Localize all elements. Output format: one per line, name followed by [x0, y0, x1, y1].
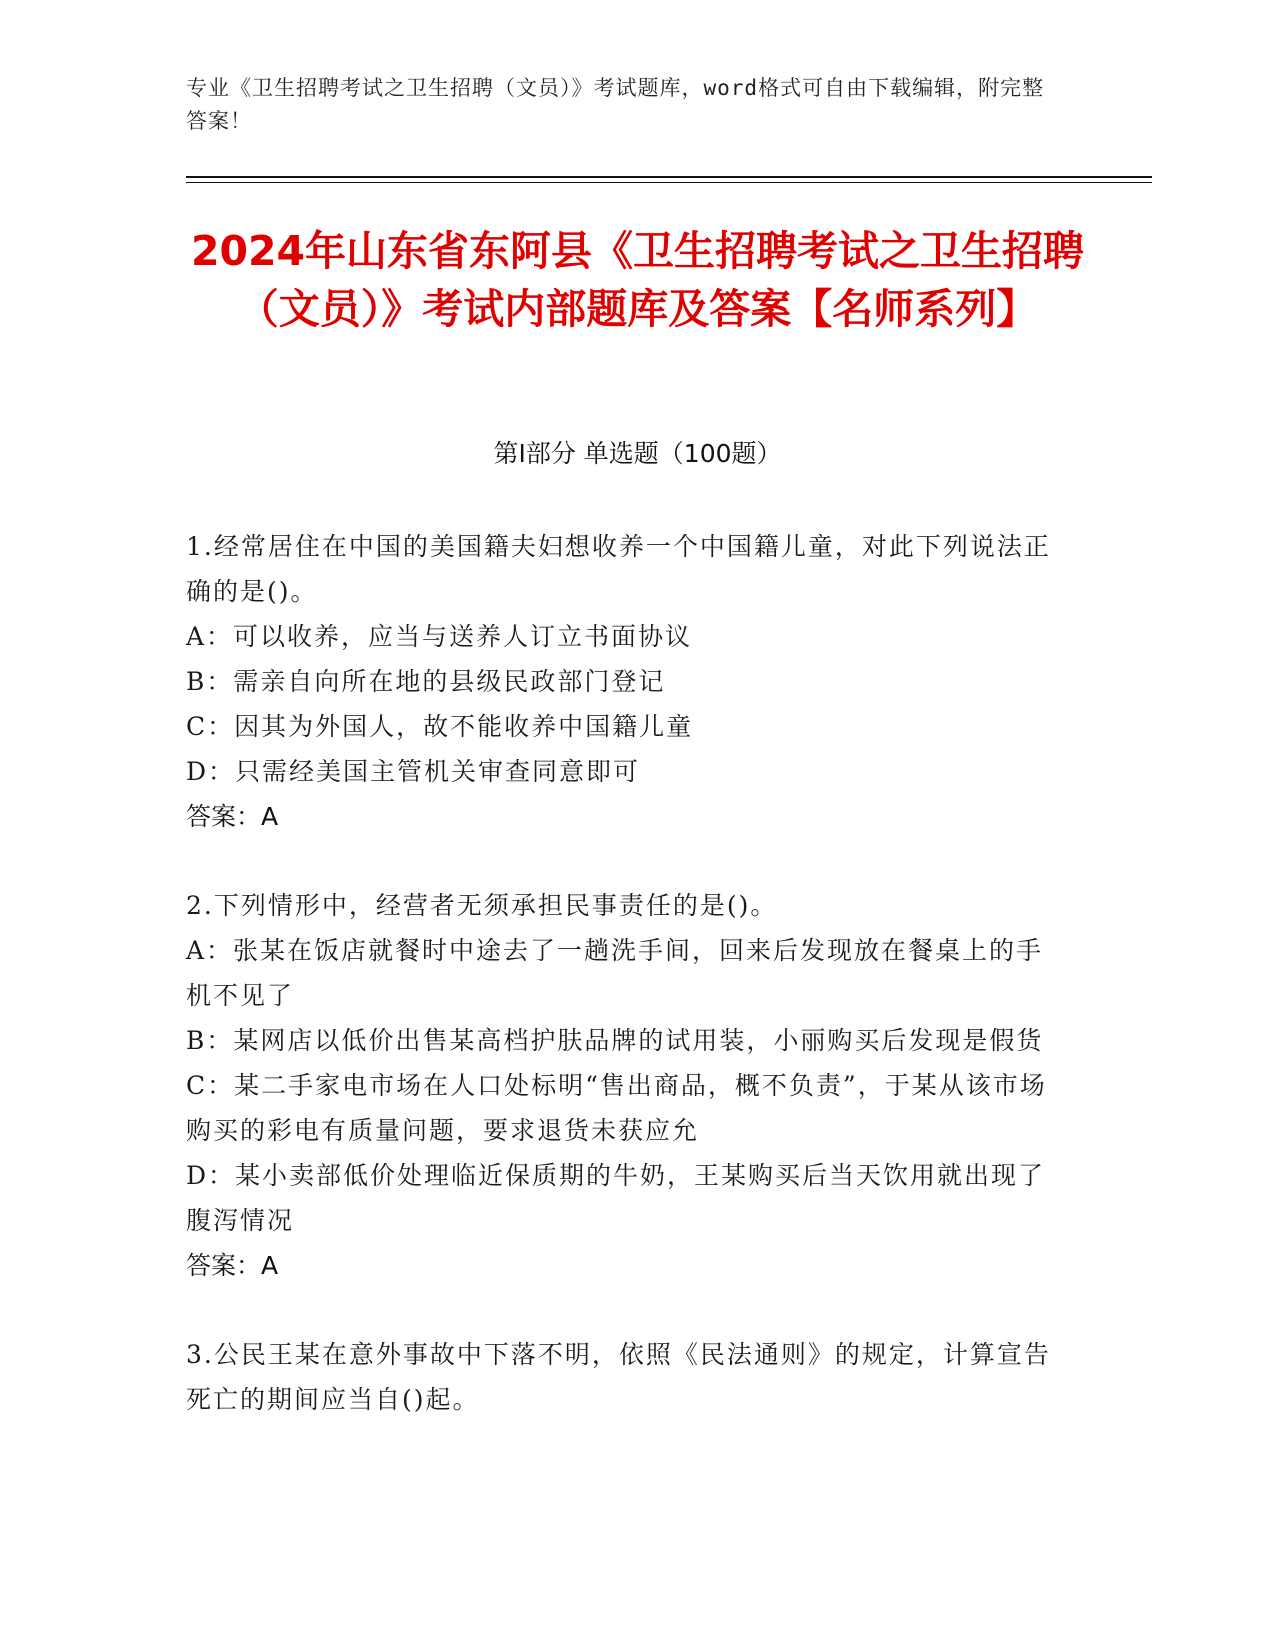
- option-a: A：张某在饭店就餐时中途去了一趟洗手间，回来后发现放在餐桌上的手机不见了: [186, 936, 1044, 1010]
- question-1: [186, 524, 1066, 839]
- question-list: [186, 524, 1066, 1466]
- question-stem: 3.公民王某在意外事故中下落不明，依照《民法通则》的规定，计算宣告死亡的期间应当自()起。: [186, 1340, 1051, 1414]
- question-stem: 2.下列情形中，经营者无须承担民事责任的是()。: [186, 891, 778, 920]
- option-b: B：某网店以低价出售某高档护肤品牌的试用装，小丽购买后发现是假货: [186, 1026, 1044, 1055]
- header-note: 专业《卫生招聘考试之卫生招聘（文员）》考试题库，word格式可自由下载编辑，附完整答案！: [186, 76, 1045, 133]
- answer: 答案：A: [186, 802, 279, 831]
- section-title: 第Ⅰ部分 单选题（100题）: [493, 439, 782, 468]
- option-a: A：可以收养，应当与送养人订立书面协议: [186, 622, 693, 651]
- header-rule-thin: [186, 182, 1152, 183]
- question-stem: 1.经常居住在中国的美国籍夫妇想收养一个中国籍儿童，对此下列说法正确的是()。: [186, 532, 1051, 606]
- option-b: B：需亲自向所在地的县级民政部门登记: [186, 667, 666, 696]
- question-2: [186, 883, 1066, 1288]
- option-c: C：某二手家电市场在人口处标明“售出商品，概不负责”，于某从该市场购买的彩电有质量问题，要求退货未获应允: [186, 1071, 1047, 1145]
- option-d: D：某小卖部低价处理临近保质期的牛奶，王某购买后当天饮用就出现了腹泻情况: [186, 1161, 1046, 1235]
- document-title: 2024年山东省东阿县《卫生招聘考试之卫生招聘（文员）》考试内部题库及答案【名师系列】: [190, 227, 1085, 333]
- header-rule-thick: [186, 176, 1152, 178]
- option-c: C：因其为外国人，故不能收养中国籍儿童: [186, 712, 694, 741]
- option-d: D：只需经美国主管机关审查同意即可: [186, 757, 641, 786]
- answer: 答案：A: [186, 1251, 279, 1280]
- question-3: [186, 1332, 1066, 1422]
